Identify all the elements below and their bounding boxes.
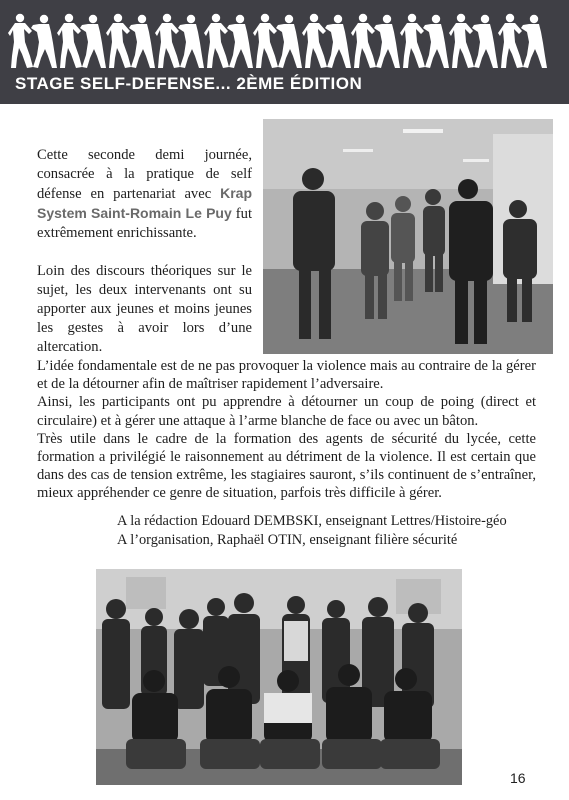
training-photo xyxy=(263,119,553,354)
intro-paragraph-1-start: Cette seconde demi journée, consacrée à la pratique de self défense en partenariat avec xyxy=(37,147,252,202)
page-title: STAGE SELF-DEFENSE... 2ÈME ÉDITION xyxy=(15,74,363,93)
fighters-silhouette-icon xyxy=(8,12,561,70)
intro-paragraph-2: Loin des discours théoriques sur le sujet, les deux intervenants ont su apporter aux jeunes et moins jeunes les gestes à avoir lors d’une altercation. xyxy=(37,263,252,355)
partner-name: Krap System Saint-Romain Le Puy xyxy=(37,185,252,221)
credit-redaction: A la rédaction Edouard DEMBSKI, enseignant Lettres/Histoire-géo xyxy=(117,513,507,529)
intro-paragraph-1-end: fut extrêmement enrichissante. xyxy=(37,206,252,241)
credits xyxy=(117,512,547,549)
header-banner xyxy=(0,0,569,104)
intro-paragraph-1 xyxy=(37,146,252,243)
body-paragraph-1: L’idée fondamentale est de ne pas provoquer la violence mais au contraire de la gérer et de la détourner afin de maîtriser rapidement l’adversaire. xyxy=(37,358,536,393)
credit-organisation: A l’organisation, Raphaël OTIN, enseignant filière sécurité xyxy=(117,531,458,548)
group-photo xyxy=(96,569,462,785)
page-number: 16 xyxy=(510,770,526,786)
intro-text xyxy=(37,146,252,376)
body-paragraph-2: Ainsi, les participants ont pu apprendre à détourner un coup de poing (direct et circulaire) et à gérer une attaque à l’arme blanche de face ou avec un bâton. xyxy=(37,394,536,429)
article-body xyxy=(37,357,536,503)
body-paragraph-3: Très utile dans le cadre de la formation des agents de sécurité du lycée, cette formation a privilégié le raisonnement au détriment de la violence. Il est certain que dans des cas de tension extrême, les stagiaires sauront, s’ils continuent de s’entraîner, mieux appréhender ce genre de situation, parfois très difficile à gérer. xyxy=(37,430,536,502)
